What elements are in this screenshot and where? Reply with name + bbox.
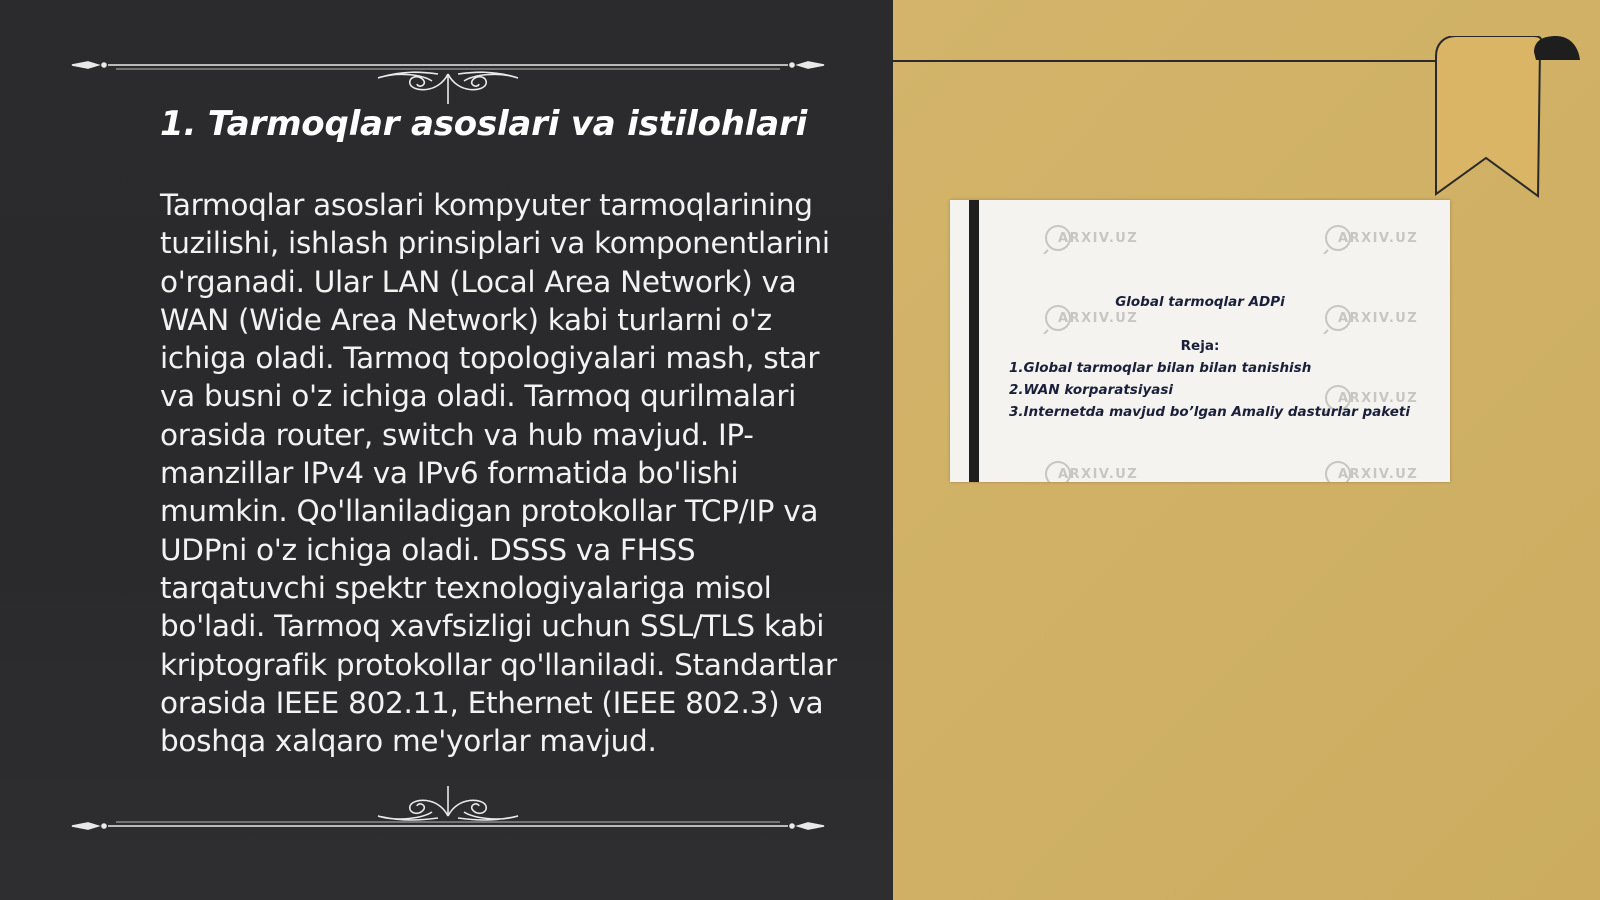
watermark-text: ARXIV.UZ: [1058, 231, 1139, 246]
watermark-text: ARXIV.UZ: [1338, 311, 1419, 326]
bookmark-decoration: [1434, 36, 1586, 202]
slide-thumbnail: [950, 200, 1450, 482]
watermark-logo: [1042, 220, 1152, 254]
watermark-logo: [1042, 456, 1152, 482]
slide-body-text: Tarmoqlar asoslari kompyuter tarmoqlarining tuzilishi, ishlash prinsiplari va komponentlarini o'rganadi. Ular LAN (Local Area Network) va WAN (Wide Area Network) kabi turlarni o'z ichiga oladi. Tarmoq topologiyalari mash, star va busni o'z ichiga oladi. Tarmoq qurilmalari orasida router, switch va hub mavjud. IP-manzillar IPv4 va IPv6 formatida bo'lishi mumkin. Qo'llaniladigan protokollar TCP/IP va UDPni o'z ichiga oladi. DSSS va FHSS tarqatuvchi spektr texnologiyalariga misol bo'ladi. Tarmoq xavfsizligi uchun SSL/TLS kabi kriptografik protokollar qo'llaniladi. Standartlar orasida IEEE 802.11, Ethernet (IEEE 802.3) va boshqa xalqaro me'yorlar mavjud.: [160, 188, 837, 759]
list-item: 1.Global tarmoqlar bilan bilan tanishish: [1009, 360, 1312, 376]
slide-title: 1. Tarmoqlar asoslari va istilohlari: [160, 104, 808, 144]
bottom-ornament: [68, 786, 828, 846]
thumbnail-plan-list: [1009, 360, 1419, 426]
watermark-text: ARXIV.UZ: [1338, 231, 1419, 246]
watermark-text: ARXIV.UZ: [1338, 467, 1419, 482]
thumbnail-subtitle: Reja:: [1180, 338, 1220, 354]
divider-line: [893, 60, 1438, 62]
thumbnail-title: Global tarmoqlar ADPi: [1115, 294, 1285, 310]
watermark-text: ARXIV.UZ: [1338, 391, 1419, 406]
list-item: 2.WAN korparatsiyasi: [1009, 382, 1174, 398]
watermark-logo: [1322, 220, 1432, 254]
top-ornament: [68, 44, 828, 104]
watermark-logo: [1322, 456, 1432, 482]
watermark-text: ARXIV.UZ: [1058, 311, 1139, 326]
list-item: 3.Internetda mavjud bo’lgan Amaliy dasturlar paketi: [1009, 404, 1410, 420]
watermark-text: ARXIV.UZ: [1058, 467, 1139, 482]
